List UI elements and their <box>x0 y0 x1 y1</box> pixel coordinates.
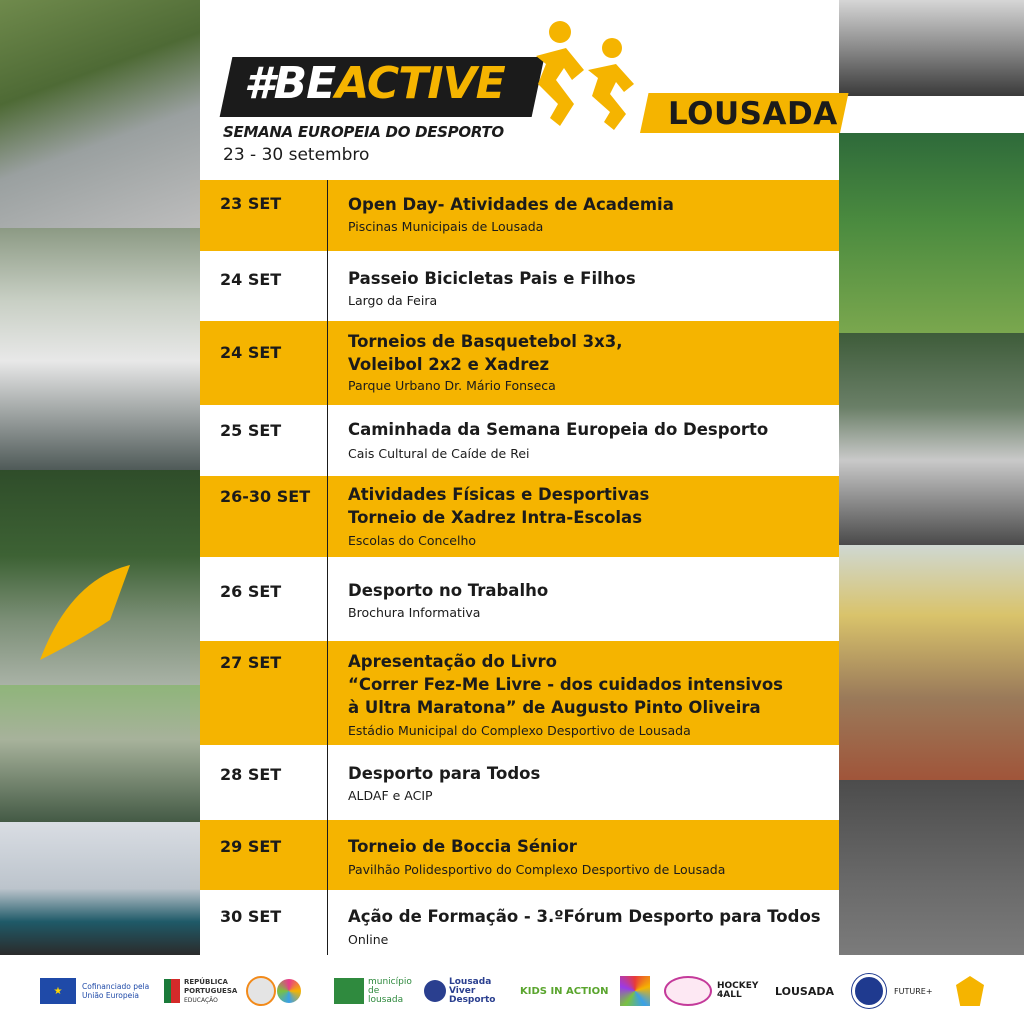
photo-court <box>0 685 200 822</box>
event-title <box>348 835 828 858</box>
photo-bicycles <box>0 228 200 470</box>
seal-logo <box>852 975 886 1007</box>
oval-icon <box>664 976 712 1006</box>
event-title-line: Torneio de Xadrez Intra-Escolas <box>348 508 643 527</box>
event-date: 26-30 SET <box>220 487 311 506</box>
event-date: 30 SET <box>220 907 282 926</box>
eu-flag-icon: ★ <box>40 978 76 1004</box>
event-row <box>200 745 839 820</box>
municipio-icon <box>334 978 364 1004</box>
row-divider <box>327 890 328 955</box>
event-date: 27 SET <box>220 653 282 672</box>
row-divider <box>327 820 328 890</box>
puzzle-icon <box>620 976 650 1006</box>
hashtag-logo: #BEACTIVE <box>244 58 505 109</box>
hockey-text: HOCKEY 4ALL <box>717 981 759 1000</box>
photo-gym <box>839 0 1024 96</box>
event-title-line: à Ultra Maratona” de Augusto Pinto Oliveira <box>348 698 761 717</box>
shield-icon <box>956 976 984 1006</box>
photo-field-girls <box>839 133 1024 333</box>
eu-logo <box>40 975 156 1007</box>
hockey-logo <box>717 975 769 1007</box>
row-divider <box>327 641 328 745</box>
event-title-line: “Correr Fez-Me Livre - dos cuidados intensivos <box>348 675 783 694</box>
event-title-line: Torneio de Boccia Sénior <box>348 837 577 856</box>
republica-text: REPÚBLICA PORTUGUESA <box>184 977 238 995</box>
oval-logo <box>664 975 712 1007</box>
lousada-viver-icon <box>424 980 446 1002</box>
eu-text: Cofinanciado pela União Europeia <box>82 982 150 1000</box>
event-date: 29 SET <box>220 837 282 856</box>
event-title <box>348 483 828 529</box>
row-divider <box>327 557 328 641</box>
event-title <box>348 762 828 785</box>
row-divider <box>327 405 328 476</box>
event-row <box>200 890 839 955</box>
ipdj-logo <box>246 975 276 1007</box>
row-divider <box>327 476 328 557</box>
desporto-para-todos-logo <box>277 975 301 1007</box>
event-title <box>348 905 828 928</box>
event-title <box>348 330 828 376</box>
row-divider <box>327 745 328 820</box>
event-place: Parque Urbano Dr. Mário Fonseca <box>348 378 556 393</box>
event-title-line: Torneios de Basquetebol 3x3, <box>348 332 623 351</box>
photo-walking <box>0 470 200 685</box>
photo-boccia <box>839 545 1024 780</box>
event-date: 24 SET <box>220 270 282 289</box>
event-title-line: Atividades Físicas e Desportivas <box>348 485 650 504</box>
event-title-line: Desporto no Trabalho <box>348 581 549 600</box>
event-date: 23 SET <box>220 194 282 213</box>
kids-in-action-logo <box>520 975 610 1007</box>
kids-text: KIDS IN ACTION <box>520 985 609 997</box>
event-place: Piscinas Municipais de Lousada <box>348 219 544 234</box>
event-title <box>348 650 828 719</box>
event-title-line: Passeio Bicicletas Pais e Filhos <box>348 269 636 288</box>
future-logo <box>894 975 950 1007</box>
event-place: ALDAF e ACIP <box>348 788 433 803</box>
event-title-line: Ação de Formação - 3.ºFórum Desporto para Todos <box>348 907 821 926</box>
yellow-swoosh <box>0 470 200 685</box>
event-title <box>348 418 828 441</box>
event-row <box>200 820 839 890</box>
row-divider <box>327 180 328 251</box>
event-row <box>200 180 839 251</box>
event-title-line: Desporto para Todos <box>348 764 541 783</box>
lousada-city-logo <box>775 975 845 1007</box>
photo-tennis <box>0 822 200 955</box>
municipio-logo <box>334 975 416 1007</box>
event-date: 28 SET <box>220 765 282 784</box>
ipdj-icon <box>246 976 276 1006</box>
event-date: 26 SET <box>220 582 282 601</box>
shield-logo <box>956 975 984 1007</box>
dpt-icon <box>277 979 301 1003</box>
event-title <box>348 267 828 290</box>
photo-chess <box>839 333 1024 545</box>
lousada-city-text: LOUSADA <box>775 984 834 998</box>
event-date: 24 SET <box>220 343 282 362</box>
seal-icon <box>852 974 886 1008</box>
photo-basketball <box>0 0 200 228</box>
event-row <box>200 476 839 557</box>
event-row <box>200 321 839 405</box>
row-divider <box>327 321 328 405</box>
event-place: Escolas do Concelho <box>348 533 477 548</box>
event-row <box>200 251 839 321</box>
event-date: 25 SET <box>220 421 282 440</box>
flag-icon <box>164 979 180 1003</box>
puzzle-logo <box>620 975 650 1007</box>
event-place: Cais Cultural de Caíde de Rei <box>348 446 530 461</box>
future-text: FUTURE+ <box>894 986 933 996</box>
event-title-line: Voleibol 2x2 e Xadrez <box>348 355 550 374</box>
lousada-viver-text: Lousada Viver Desporto <box>449 976 496 1005</box>
event-title-line: Caminhada da Semana Europeia do Desporto <box>348 420 769 439</box>
event-title <box>348 579 828 602</box>
row-divider <box>327 251 328 321</box>
event-row <box>200 557 839 641</box>
educacao-text: EDUCAÇÃO <box>184 996 218 1004</box>
event-dates: 23 - 30 setembro <box>223 145 370 165</box>
lousada-viver-logo <box>424 975 513 1007</box>
footer-logos <box>0 955 1024 1024</box>
event-row <box>200 641 839 745</box>
event-title-line: Apresentação do Livro <box>348 652 557 671</box>
event-row <box>200 405 839 476</box>
event-place: Pavilhão Polidesportivo do Complexo Desportivo de Lousada <box>348 862 726 877</box>
event-place: Largo da Feira <box>348 293 438 308</box>
runners-icon <box>516 18 646 133</box>
event-place: Estádio Municipal do Complexo Desportivo de Lousada <box>348 723 691 738</box>
event-place: Brochura Informativa <box>348 605 481 620</box>
city-name: LOUSADA <box>668 96 838 132</box>
event-title <box>348 193 828 216</box>
municipio-text: município de lousada <box>368 976 412 1005</box>
republica-logo <box>164 975 244 1007</box>
week-name: SEMANA EUROPEIA DO DESPORTO <box>223 123 504 141</box>
event-title-line: Open Day- Atividades de Academia <box>348 195 674 214</box>
event-place: Online <box>348 932 389 947</box>
photo-hockey <box>839 780 1024 955</box>
